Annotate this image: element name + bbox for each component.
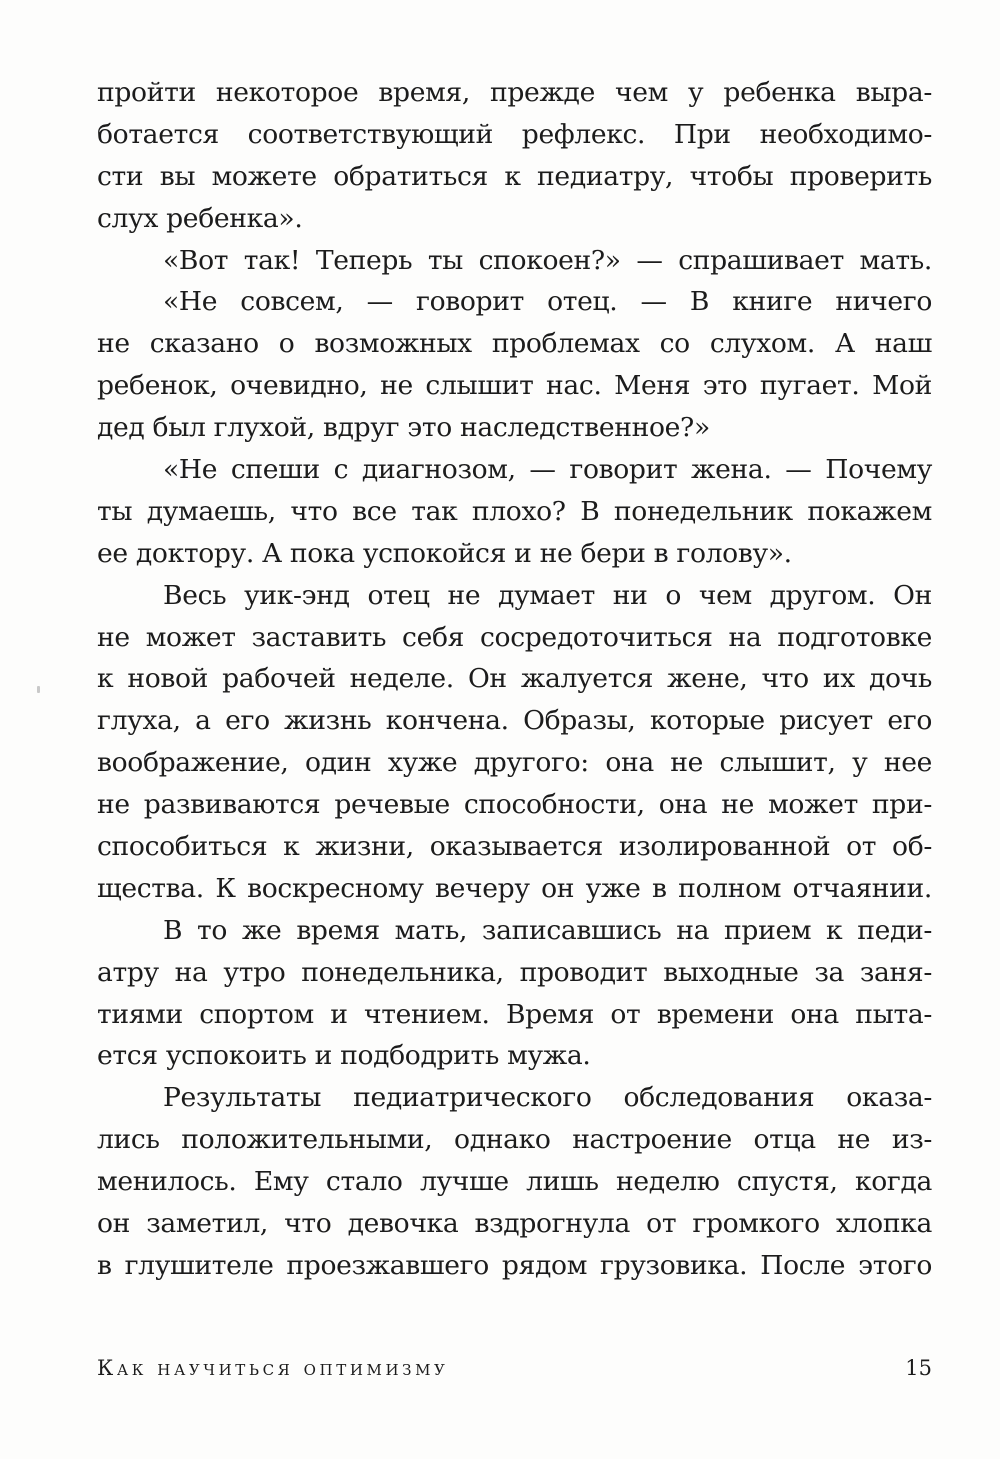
text-line: к новой рабочей неделе. Он жалуется жене, что их дочь: [97, 663, 932, 695]
text-line: атру на утро понедельника, проводит выходные за заня-: [97, 956, 932, 988]
text-line: ее доктору. А пока успокойся и не бери в голову».: [97, 537, 792, 569]
text-line: ботается соответствующий рефлекс. При необходимо-: [97, 118, 932, 150]
text-line: ребенок, очевидно, не слышит нас. Меня это пугает. Мой: [97, 370, 932, 402]
body-text: [97, 72, 932, 1287]
page-footer: [97, 1356, 932, 1396]
text-line: не сказано о возможных проблемах со слухом. А наш: [97, 328, 932, 360]
text-line: В то же время мать, записавшись на прием к педи-: [163, 914, 932, 946]
text-line: Результаты педиатрического обследования оказа-: [163, 1082, 932, 1114]
text-line: способиться к жизни, оказывается изолированной от об-: [97, 831, 932, 863]
text-line: сти вы можете обратиться к педиатру, чтобы проверить: [97, 160, 932, 192]
text-line: ется успокоить и подбодрить мужа.: [97, 1040, 591, 1072]
text-line: пройти некоторое время, прежде чем у ребенка выра-: [97, 77, 932, 108]
text-line: слух ребенка».: [97, 202, 303, 234]
page-number: 15: [905, 1356, 932, 1380]
text-line: тиями спортом и чтением. Время от времени она пыта-: [97, 998, 932, 1030]
text-line: «Вот так! Теперь ты спокоен?» — спрашивает мать.: [163, 244, 932, 276]
running-title: Как научиться оптимизму: [97, 1356, 449, 1380]
text-line: «Не спеши с диагнозом, — говорит жена. — Почему: [163, 454, 932, 486]
paper-speck: [37, 686, 40, 693]
text-line: глуха, а его жизнь кончена. Образы, которые рисует его: [97, 705, 932, 737]
text-line: лись положительными, однако настроение отца не из-: [97, 1124, 932, 1156]
text-line: менилось. Ему стало лучше лишь неделю спустя, когда: [97, 1166, 932, 1198]
text-line: не может заставить себя сосредоточиться на подготовке: [97, 621, 932, 653]
text-line: в глушителе проезжавшего рядом грузовика. После этого: [97, 1249, 932, 1281]
text-line: он заметил, что девочка вздрогнула от громкого хлопка: [97, 1208, 932, 1240]
text-line: щества. К воскресному вечеру он уже в полном отчаянии.: [97, 872, 932, 904]
text-line: Весь уик-энд отец не думает ни о чем другом. Он: [163, 579, 932, 611]
text-line: ты думаешь, что все так плохо? В понедельник покажем: [97, 495, 932, 527]
text-line: воображение, один хуже другого: она не слышит, у нее: [97, 747, 932, 779]
text-line: дед был глухой, вдруг это наследственное?»: [97, 412, 710, 444]
text-line: не развиваются речевые способности, она не может при-: [97, 789, 932, 821]
text-line: «Не совсем, — говорит отец. — В книге ничего: [163, 286, 932, 318]
